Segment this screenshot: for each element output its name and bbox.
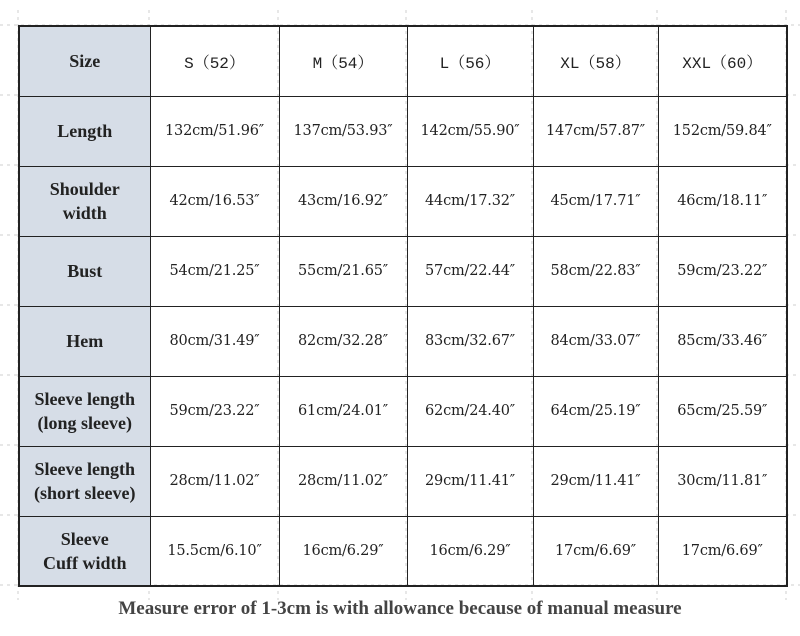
row-label: Length — [57, 121, 113, 141]
table-row — [19, 96, 787, 166]
measurement-value: 147cm/57.87″ — [546, 123, 645, 139]
row-label: Sleeve — [60, 528, 109, 549]
size-header: XL（58） — [533, 26, 658, 96]
measurement-value: 80cm/31.49″ — [169, 333, 260, 349]
measurement-cell — [658, 306, 787, 376]
size-header: XXL（60） — [658, 26, 787, 96]
measurement-value: 55cm/21.65″ — [298, 263, 388, 279]
corner-cell: Size — [19, 26, 150, 96]
measurement-value: 29cm/11.41″ — [550, 473, 641, 489]
row-label: (short sleeve) — [34, 483, 136, 503]
measurement-cell — [533, 306, 658, 376]
measurement-value: 30cm/11.81″ — [677, 473, 768, 489]
measurement-cell — [150, 446, 279, 516]
measurement-cell — [150, 166, 279, 236]
measurement-value: 64cm/25.19″ — [550, 403, 641, 419]
row-header-bust — [19, 236, 150, 306]
row-header-hem — [19, 306, 150, 376]
row-header-shoulder-width — [19, 166, 150, 236]
measurement-cell — [533, 376, 658, 446]
measurement-value: 28cm/11.02″ — [298, 473, 388, 489]
measurement-cell — [279, 96, 407, 166]
measurement-value: 54cm/21.25″ — [169, 263, 260, 279]
row-label: Shoulder — [49, 179, 120, 199]
measurement-value: 59cm/23.22″ — [677, 263, 768, 279]
row-header-sleeve-length-long — [19, 376, 150, 446]
measurement-value: 15.5cm/6.10″ — [167, 542, 262, 559]
row-label: Sleeve length — [34, 389, 135, 409]
size-header: M（54） — [279, 26, 407, 96]
row-header-sleeve-cuff-width — [19, 516, 150, 586]
row-label: (long sleeve) — [37, 413, 132, 433]
row-label: Bust — [67, 261, 103, 281]
measurement-cell — [279, 516, 407, 586]
measurement-footnote: Measure error of 1-3cm is with allowance because of manual measure — [118, 598, 682, 619]
row-label: Cuff width — [42, 552, 127, 573]
measurement-cell — [407, 376, 533, 446]
row-header-sleeve-length-short — [19, 446, 150, 516]
measurement-cell — [658, 376, 787, 446]
measurement-cell — [533, 96, 658, 166]
measurement-cell — [407, 516, 533, 586]
size-header: S（52） — [150, 26, 279, 96]
table-row — [19, 236, 787, 306]
header-row — [19, 26, 787, 96]
measurement-cell — [150, 96, 279, 166]
measurement-cell — [407, 446, 533, 516]
measurement-cell — [150, 516, 279, 586]
measurement-cell — [279, 446, 407, 516]
measurement-value: 137cm/53.93″ — [293, 123, 393, 139]
measurement-value: 62cm/24.40″ — [425, 403, 515, 419]
measurement-value: 132cm/51.96″ — [165, 123, 264, 139]
measurement-cell — [533, 516, 658, 586]
measurement-cell — [279, 376, 407, 446]
measurement-cell — [533, 446, 658, 516]
measurement-value: 16cm/6.29″ — [429, 542, 511, 559]
measurement-value: 65cm/25.59″ — [677, 403, 768, 419]
measurement-cell — [658, 516, 787, 586]
measurement-value: 17cm/6.69″ — [681, 542, 763, 559]
row-label: Hem — [66, 331, 104, 351]
measurement-cell — [658, 446, 787, 516]
size-header: L（56） — [407, 26, 533, 96]
measurement-value: 59cm/23.22″ — [169, 403, 260, 419]
measurement-cell — [279, 306, 407, 376]
measurement-value: 44cm/17.32″ — [425, 193, 515, 209]
row-header-length — [19, 96, 150, 166]
measurement-cell — [407, 236, 533, 306]
measurement-cell — [150, 306, 279, 376]
table-row — [19, 306, 787, 376]
measurement-cell — [658, 96, 787, 166]
measurement-cell — [150, 236, 279, 306]
measurement-value: 28cm/11.02″ — [169, 473, 260, 489]
row-label: Sleeve length — [34, 459, 135, 479]
measurement-value: 152cm/59.84″ — [672, 123, 772, 139]
measurement-value: 58cm/22.83″ — [550, 263, 641, 279]
measurement-value: 82cm/32.28″ — [298, 333, 388, 349]
measurement-value: 17cm/6.69″ — [555, 542, 636, 559]
measurement-value: 85cm/33.46″ — [677, 333, 768, 349]
measurement-value: 84cm/33.07″ — [550, 333, 641, 349]
table-row — [19, 376, 787, 446]
measurement-cell — [658, 236, 787, 306]
size-chart-table — [18, 25, 788, 587]
measurement-cell — [533, 236, 658, 306]
measurement-value: 43cm/16.92″ — [298, 193, 388, 209]
measurement-cell — [279, 236, 407, 306]
measurement-value: 142cm/55.90″ — [420, 123, 520, 139]
measurement-cell — [407, 166, 533, 236]
measurement-value: 16cm/6.29″ — [302, 542, 384, 559]
measurement-value: 57cm/22.44″ — [425, 263, 515, 279]
measurement-cell — [150, 376, 279, 446]
measurement-value: 45cm/17.71″ — [550, 193, 641, 209]
measurement-value: 46cm/18.11″ — [677, 193, 768, 209]
measurement-value: 61cm/24.01″ — [298, 403, 388, 419]
measurement-value: 29cm/11.41″ — [425, 473, 515, 489]
measurement-value: 83cm/32.67″ — [425, 333, 515, 349]
measurement-cell — [658, 166, 787, 236]
measurement-value: 42cm/16.53″ — [169, 193, 260, 209]
table-row — [19, 446, 787, 516]
table-row — [19, 516, 787, 586]
measurement-cell — [279, 166, 407, 236]
measurement-cell — [533, 166, 658, 236]
measurement-cell — [407, 306, 533, 376]
measurement-cell — [407, 96, 533, 166]
table-row — [19, 166, 787, 236]
row-label: width — [62, 203, 107, 223]
